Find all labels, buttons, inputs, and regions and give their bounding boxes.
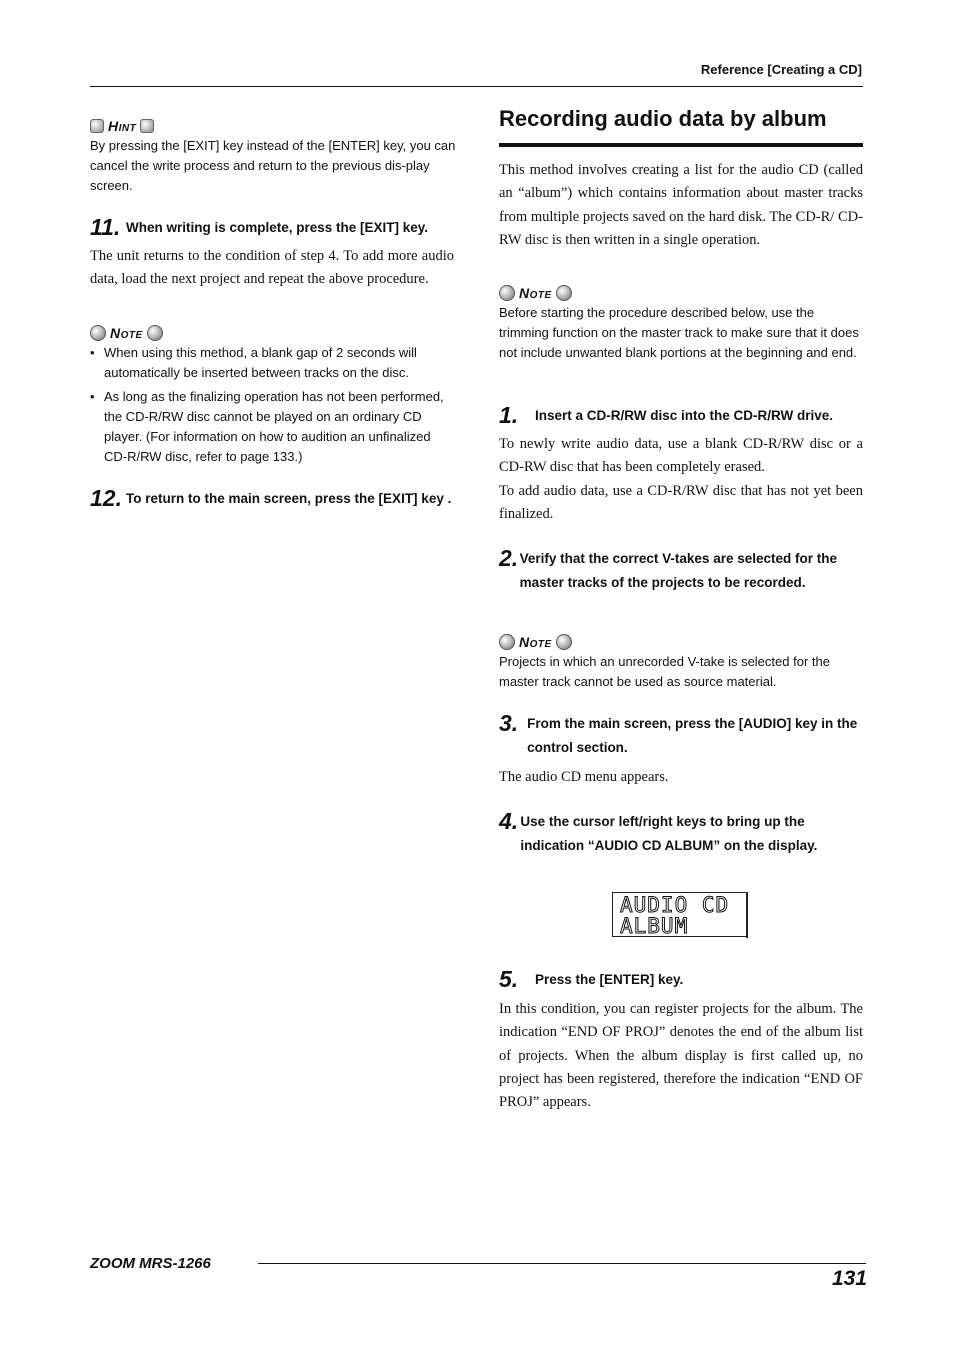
step-title: To return to the main screen, press the [EXIT] key .	[126, 491, 452, 506]
step-title: Press the [ENTER] key.	[535, 972, 684, 987]
note-text: Projects in which an unrecorded V-take is selected for the master track cannot be used as source material.	[499, 654, 830, 689]
note-right-icon	[556, 285, 572, 301]
running-header: Reference [Creating a CD]	[700, 62, 862, 77]
step-11	[90, 216, 460, 240]
note-label: Note	[90, 324, 163, 342]
step-number: 4.	[499, 808, 519, 834]
header-rule	[90, 86, 863, 87]
step-title: Verify that the correct V-takes are selected for the master tracks of the projects to be recorded.	[519, 551, 837, 590]
lcd-line-1: AUDIO CD	[620, 893, 730, 917]
hint-label: Hint	[90, 117, 154, 135]
list-item: • When using this method, a blank gap of 2 seconds will automatically be inserted between tracks on the disc.	[90, 343, 456, 383]
step-number: 1.	[499, 402, 519, 428]
note-label: Note	[499, 633, 572, 651]
step-5	[499, 968, 867, 992]
step-number: 12.	[90, 485, 122, 511]
hint-right-icon	[140, 119, 154, 133]
section-title: Recording audio data by album	[499, 106, 827, 131]
intro-paragraph: This method involves creating a list for the audio CD (called an “album”) which contains information about master tracks from multiple projects saved on the hard disk. The CD-R/ CD-RW disc is then written in a single operation.	[499, 162, 863, 248]
step-2	[499, 547, 867, 595]
note-left-icon	[499, 285, 515, 301]
step-1-body: To newly write audio data, use a blank CD-R/RW disc or a CD-RW disc that has been completely erased. To add audio data, use a CD-R/RW disc that has not yet been finalized.	[499, 436, 863, 522]
page-number: 131	[831, 1267, 867, 1290]
footer-brand: ZOOM MRS-1266	[90, 1255, 211, 1272]
hint-left-icon	[90, 119, 104, 133]
note-left-icon	[90, 325, 106, 341]
section-title-rule	[499, 143, 863, 147]
footer-rule	[258, 1263, 866, 1264]
list-item: • As long as the finalizing operation has not been performed, the CD-R/RW disc cannot be played on an ordinary CD player. (For information on how to audition an unfinalized CD-R/RW disc, refer to page 133.)	[90, 387, 456, 467]
step-title: When writing is complete, press the [EXIT] key.	[126, 220, 429, 235]
step-12	[90, 487, 460, 511]
step-title: Use the cursor left/right keys to bring up the indication “AUDIO CD ALBUM” on the display.	[520, 814, 818, 853]
step-number: 2.	[499, 545, 519, 571]
step-title: From the main screen, press the [AUDIO] key in the control section.	[527, 716, 858, 755]
hint-text: By pressing the [EXIT] key instead of the [ENTER] key, you can cancel the write process and return to the previous dis-play screen.	[90, 138, 456, 193]
step-number: 11.	[90, 214, 121, 240]
note-list	[90, 343, 456, 471]
note-right-icon	[556, 634, 572, 650]
lcd-display	[612, 892, 747, 937]
lcd-line-2: ALBUM	[620, 914, 689, 938]
step-title: Insert a CD-R/RW disc into the CD-R/RW drive.	[535, 408, 834, 423]
step-number: 5.	[499, 966, 519, 992]
note-text: Before starting the procedure described below, use the trimming function on the master track to make sure that it does not include unwanted blank portions at the beginning and end.	[499, 305, 859, 360]
note-left-icon	[499, 634, 515, 650]
step-5-body: In this condition, you can register projects for the album. The indication “END OF PROJ” denotes the end of the album list of projects. When the album display is first called up, no project has been registered, therefore the indication “END OF PROJ” appears.	[499, 1001, 863, 1111]
step-3	[499, 712, 867, 760]
step-number: 3.	[499, 710, 519, 736]
note-right-icon	[147, 325, 163, 341]
step-1	[499, 404, 867, 428]
step-3-body: The audio CD menu appears.	[499, 769, 669, 785]
lcd-frame-edge	[746, 892, 748, 938]
step-4	[499, 810, 867, 858]
step-11-body: The unit returns to the condition of step 4. To add more audio data, load the next project and repeat the above procedure.	[90, 248, 454, 288]
note-label: Note	[499, 284, 572, 302]
